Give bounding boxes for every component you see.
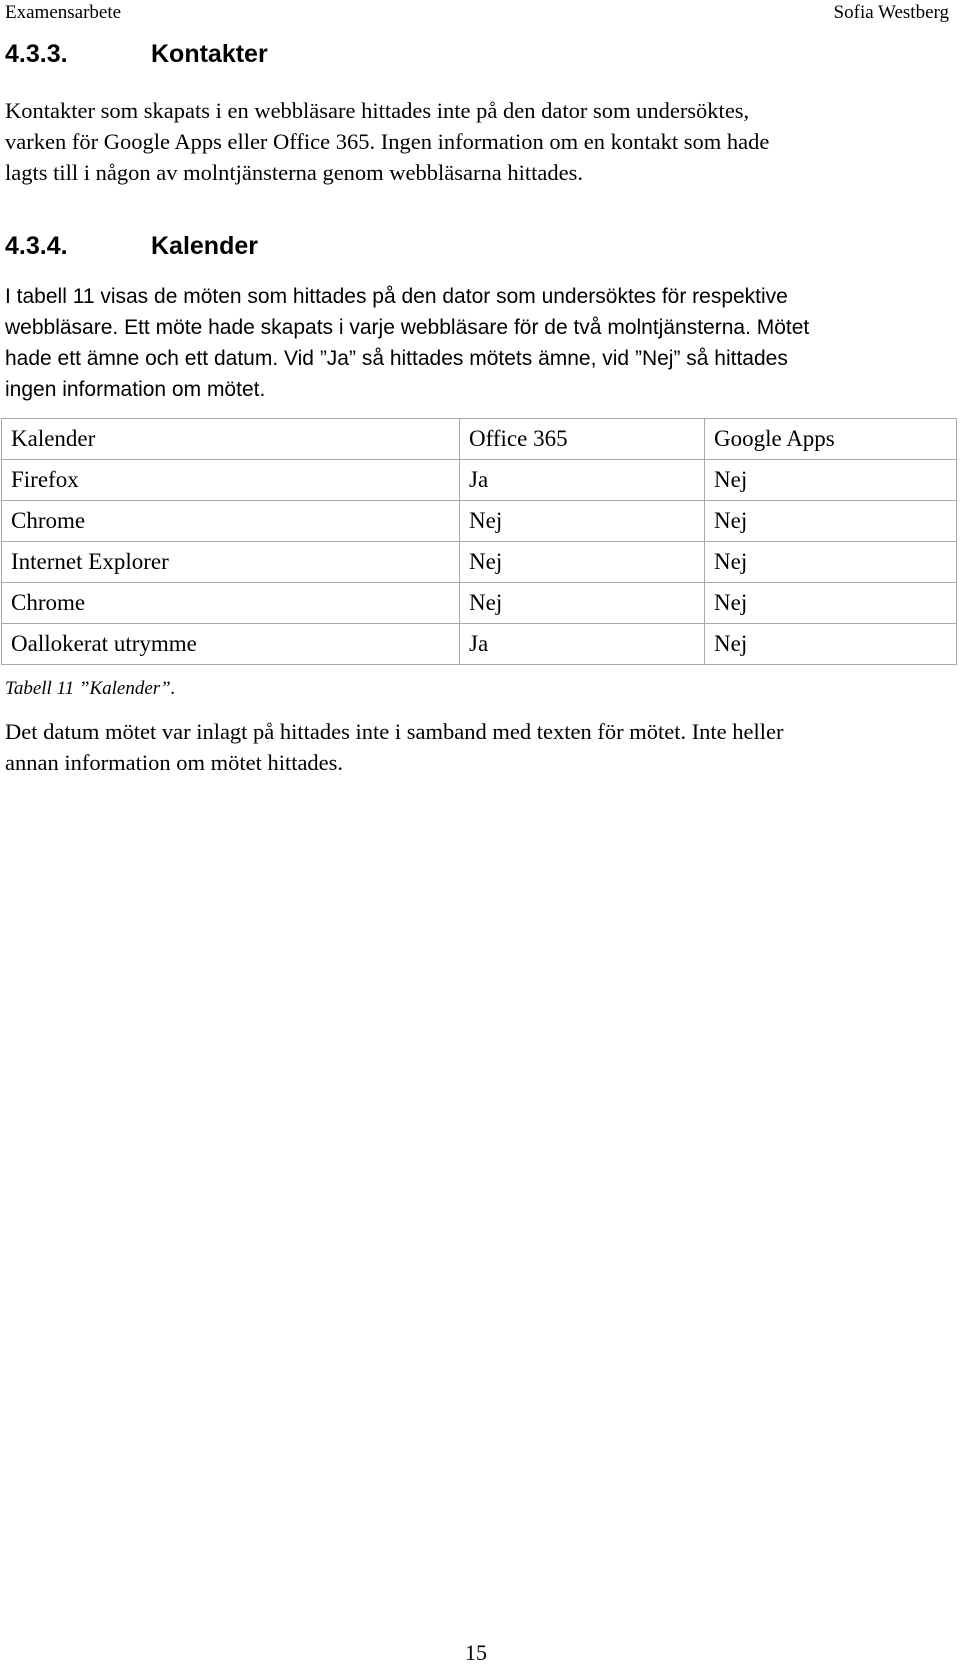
closing-paragraph (5, 716, 955, 778)
table-cell: Nej (705, 583, 957, 624)
table-cell: Nej (460, 583, 705, 624)
section-heading-kontakter (5, 40, 268, 69)
section-title: Kontakter (151, 40, 268, 68)
table-cell: Chrome (2, 583, 460, 624)
table-caption: Tabell 11 ”Kalender”. (5, 678, 176, 699)
table-cell: Nej (705, 501, 957, 542)
paragraph-line: varken för Google Apps eller Office 365. Ingen information om en kontakt som hade (5, 129, 770, 154)
table-row (2, 583, 957, 624)
kalender-table (1, 418, 957, 665)
paragraph-line: Kontakter som skapats i en webbläsare hittades inte på den dator som undersöktes, (5, 98, 750, 123)
table-header-row (2, 419, 957, 460)
paragraph-line: webbläsare. Ett möte hade skapats i varje webbläsare för de två molntjänsterna. Mötet (5, 316, 810, 339)
table-cell: Ja (460, 624, 705, 665)
paragraph-line: annan information om mötet hittades. (5, 750, 344, 775)
table-cell: Nej (705, 624, 957, 665)
table-header-cell: Office 365 (460, 419, 705, 460)
table-header-cell: Google Apps (705, 419, 957, 460)
section-number: 4.3.4. (5, 232, 68, 260)
table-cell: Chrome (2, 501, 460, 542)
table-cell: Nej (460, 542, 705, 583)
paragraph-line: ingen information om mötet. (5, 378, 266, 401)
paragraph-line: hade ett ämne och ett datum. Vid ”Ja” så hittades mötets ämne, vid ”Nej” så hittades (5, 347, 788, 370)
section-title: Kalender (151, 232, 258, 260)
table-cell: Ja (460, 460, 705, 501)
section-number: 4.3.3. (5, 40, 68, 68)
table-row (2, 542, 957, 583)
kalender-paragraph (5, 281, 955, 405)
paragraph-line: lagts till i någon av molntjänsterna genom webbläsarna hittades. (5, 160, 583, 185)
table-row (2, 501, 957, 542)
paragraph-line: I tabell 11 visas de möten som hittades på den dator som undersöktes för respektive (5, 285, 788, 308)
page-header-right: Sofia Westberg (833, 2, 949, 23)
table-cell: Oallokerat utrymme (2, 624, 460, 665)
table-cell: Internet Explorer (2, 542, 460, 583)
table-cell: Nej (705, 542, 957, 583)
paragraph-line: Det datum mötet var inlagt på hittades inte i samband med texten för mötet. Inte heller (5, 719, 784, 744)
table-cell: Firefox (2, 460, 460, 501)
table-row (2, 624, 957, 665)
page-header-left: Examensarbete (5, 2, 122, 23)
page-number: 15 (465, 1640, 487, 1665)
kontakter-paragraph (5, 95, 955, 188)
table-cell: Nej (460, 501, 705, 542)
section-heading-kalender (5, 232, 258, 261)
table-row (2, 460, 957, 501)
table-header-cell: Kalender (2, 419, 460, 460)
table-cell: Nej (705, 460, 957, 501)
